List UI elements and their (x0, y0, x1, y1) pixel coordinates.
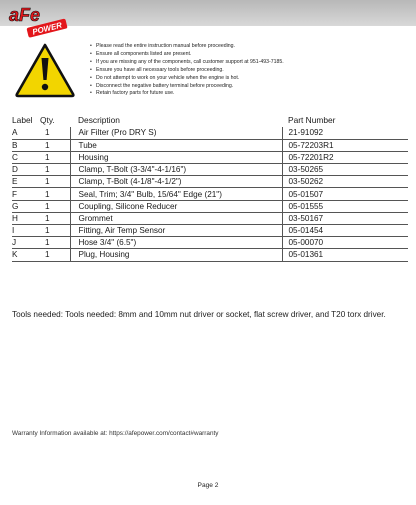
row-part-number: 05-01555 (282, 200, 408, 212)
table-row (12, 151, 408, 163)
warning-note: • Do not attempt to work on your vehicle when the engine is hot. (90, 75, 410, 83)
row-qty: 1 (40, 237, 70, 249)
row-description: Coupling, Silicone Reducer (70, 200, 282, 212)
warning-note: • If you are missing any of the components, call customer support at 951-493-7185. (90, 59, 410, 67)
row-qty: 1 (40, 139, 70, 151)
row-label: D (12, 164, 40, 176)
row-qty: 1 (40, 249, 70, 261)
tools-needed-text: Tools needed: Tools needed: 8mm and 10mm nut driver or socket, flat screw driver, and T20 torx driver. (12, 310, 386, 319)
row-qty: 1 (40, 127, 70, 139)
table-row (12, 127, 408, 139)
table-row (12, 225, 408, 237)
row-label: C (12, 151, 40, 163)
row-description: Clamp, T-Bolt (3-3/4"-4-1/16") (70, 164, 282, 176)
parts-table (12, 113, 408, 262)
row-qty: 1 (40, 151, 70, 163)
logo-text: aFe (9, 5, 41, 25)
warning-note: • Ensure all components listed are present. (90, 51, 410, 59)
row-label: K (12, 249, 40, 261)
row-description: Clamp, T-Bolt (4-1/8"-4-1/2") (70, 176, 282, 188)
warning-notes-list (90, 43, 410, 98)
row-qty: 1 (40, 225, 70, 237)
row-label: B (12, 139, 40, 151)
row-part-number: 05-01507 (282, 188, 408, 200)
row-qty: 1 (40, 176, 70, 188)
row-description: Plug, Housing (70, 249, 282, 261)
row-label: J (12, 237, 40, 249)
row-part-number: 03-50167 (282, 212, 408, 224)
logo-subtext: POWER (31, 20, 63, 37)
page-number: Page 2 (197, 482, 219, 489)
row-description: Fitting, Air Temp Sensor (70, 225, 282, 237)
warning-note: • Please read the entire instruction manual before proceeding. (90, 43, 410, 51)
afe-power-logo (8, 2, 70, 42)
header-description: Description (78, 115, 120, 125)
row-qty: 1 (40, 164, 70, 176)
table-row (12, 200, 408, 212)
row-part-number: 05-00070 (282, 237, 408, 249)
table-row (12, 237, 408, 249)
row-part-number: 05-72203R1 (282, 139, 408, 151)
row-description: Seal, Trim; 3/4" Bulb, 15/64" Edge (21") (70, 188, 282, 200)
warning-note: • Ensure you have all necessary tools before proceeding. (90, 67, 410, 75)
table-row (12, 176, 408, 188)
table-row (12, 188, 408, 200)
row-qty: 1 (40, 212, 70, 224)
warranty-info-text: Warranty Information available at: https://afepower.com/contact#warranty (12, 430, 219, 437)
row-label: G (12, 200, 40, 212)
header-qty: Qty. (40, 115, 55, 125)
warning-triangle-icon (14, 42, 76, 98)
row-qty: 1 (40, 200, 70, 212)
row-label: F (12, 188, 40, 200)
row-part-number: 05-01361 (282, 249, 408, 261)
row-description: Hose 3/4" (6.5") (70, 237, 282, 249)
warning-note: • Disconnect the negative battery terminal before proceeding. (90, 83, 410, 91)
row-description: Air Filter (Pro DRY S) (70, 127, 282, 139)
row-part-number: 03-50262 (282, 176, 408, 188)
row-qty: 1 (40, 188, 70, 200)
row-description: Tube (70, 139, 282, 151)
header-label: Label (12, 115, 33, 125)
table-row (12, 139, 408, 151)
table-row (12, 249, 408, 261)
row-label: I (12, 225, 40, 237)
header-part-number: Part Number (288, 115, 336, 125)
row-label: E (12, 176, 40, 188)
row-label: H (12, 212, 40, 224)
warning-note: • Retain factory parts for future use. (90, 90, 410, 98)
row-part-number: 05-01454 (282, 225, 408, 237)
parts-table-header (12, 113, 408, 127)
row-description: Grommet (70, 212, 282, 224)
row-part-number: 03-50265 (282, 164, 408, 176)
table-row (12, 164, 408, 176)
row-description: Housing (70, 151, 282, 163)
table-row (12, 212, 408, 224)
row-label: A (12, 127, 40, 139)
row-part-number: 21-91092 (282, 127, 408, 139)
row-part-number: 05-72201R2 (282, 151, 408, 163)
